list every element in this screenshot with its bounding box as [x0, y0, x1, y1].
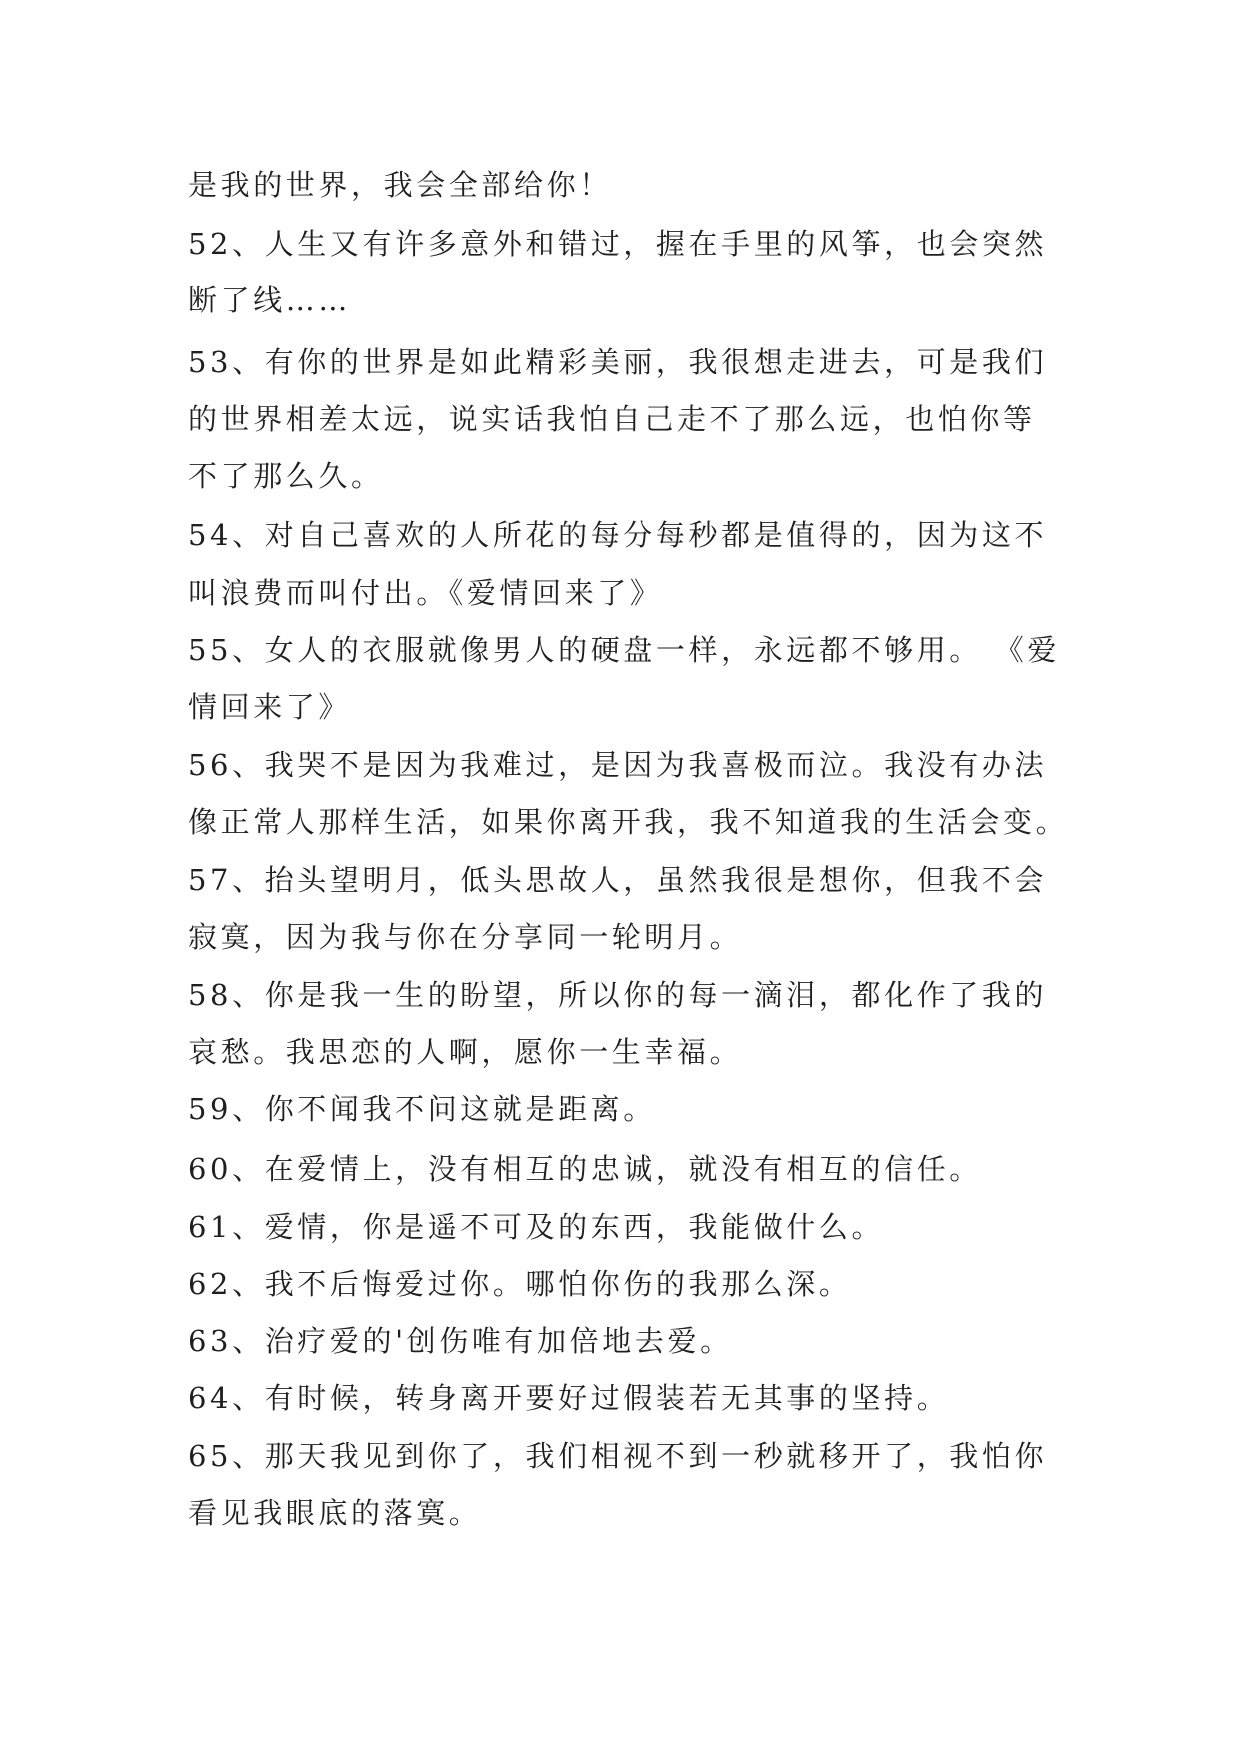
- text-line: 叫浪费而叫付出。《爱情回来了》: [188, 576, 663, 610]
- text-line: 情回来了》: [188, 690, 352, 724]
- text-line: 59、你不闻我不问这就是距离。: [188, 1092, 656, 1126]
- text-line: 看见我眼底的落寞。: [188, 1496, 482, 1530]
- text-line: 61、爱情，你是遥不可及的东西，我能做什么。: [188, 1210, 885, 1244]
- text-line: 58、你是我一生的盼望，所以你的每一滴泪，都化作了我的: [188, 978, 1048, 1012]
- text-line: 是我的世界，我会全部给你！: [188, 168, 612, 202]
- text-line: 断了线……: [188, 283, 352, 317]
- text-line: 56、我哭不是因为我难过，是因为我喜极而泣。我没有办法: [188, 748, 1048, 782]
- text-line: 52、人生又有许多意外和错过，握在手里的风筝，也会突然: [188, 227, 1048, 261]
- text-line: 57、抬头望明月，低头思故人，虽然我很是想你，但我不会: [188, 863, 1048, 897]
- text-line: 64、有时候，转身离开要好过假装若无其事的坚持。: [188, 1381, 950, 1415]
- text-line: 像正常人那样生活，如果你离开我，我不知道我的生活会变。: [188, 805, 1069, 839]
- text-line: 的世界相差太远，说实话我怕自己走不了那么远，也怕你等: [188, 402, 1036, 436]
- text-line: 60、在爱情上，没有相互的忠诚，就没有相互的信任。: [188, 1152, 982, 1186]
- text-line: 62、我不后悔爱过你。哪怕你伤的我那么深。: [188, 1267, 852, 1301]
- text-line: 65、那天我见到你了，我们相视不到一秒就移开了，我怕你: [188, 1439, 1048, 1473]
- text-line: 不了那么久。: [188, 459, 384, 493]
- text-line: 53、有你的世界是如此精彩美丽，我很想走进去，可是我们: [188, 345, 1048, 379]
- text-line: 54、对自己喜欢的人所花的每分每秒都是值得的，因为这不: [188, 518, 1048, 552]
- text-line: 63、治疗爱的'创伤唯有加倍地去爱。: [188, 1324, 733, 1358]
- text-line: 55、女人的衣服就像男人的硬盘一样，永远都不够用。 《爱: [188, 633, 1060, 667]
- text-line: 寂寞，因为我与你在分享同一轮明月。: [188, 920, 743, 954]
- text-line: 哀愁。我思恋的人啊，愿你一生幸福。: [188, 1035, 743, 1069]
